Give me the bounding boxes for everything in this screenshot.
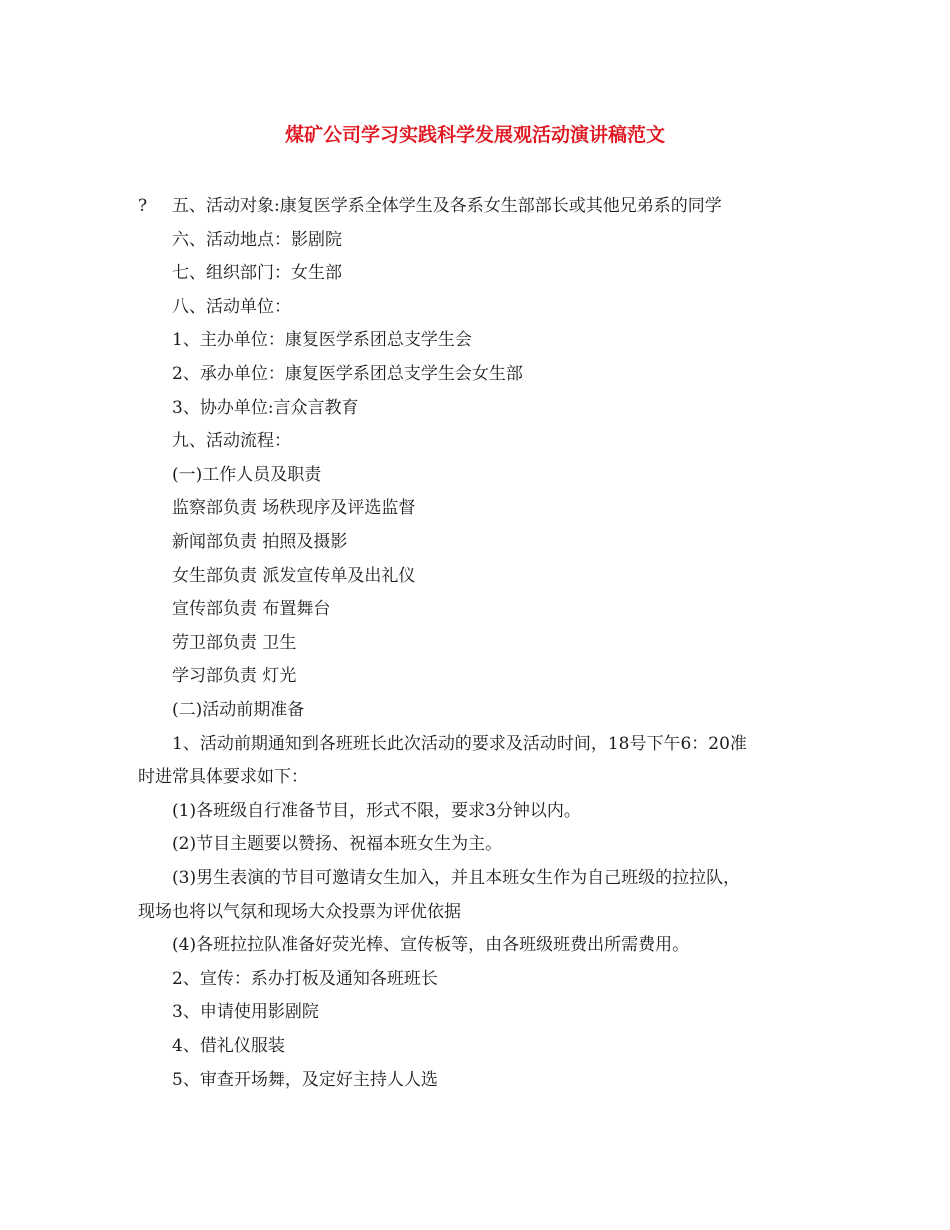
body-line: 八、活动单位：: [172, 296, 291, 317]
body-line: (4)各班拉拉队准备好荧光棒、宣传板等，由各班级班费出所需费用。: [172, 935, 690, 956]
body-line: 1、活动前期通知到各班班长此次活动的要求及活动时间，18号下午6：20准: [172, 733, 747, 754]
body-line: (1)各班级自行准备节目，形式不限，要求3分钟以内。: [172, 800, 581, 821]
list-marker: ?: [138, 196, 148, 216]
body-line: 劳卫部负责 卫生: [172, 632, 297, 653]
body-line: 新闻部负责 拍照及摄影: [172, 532, 348, 552]
body-line: 女生部负责 派发宣传单及出礼仪: [172, 565, 416, 586]
document-title: 煤矿公司学习实践科学发展观活动演讲稿范文: [284, 124, 665, 146]
body-line: 监察部负责 场秩现序及评选监督: [172, 498, 416, 519]
body-line: 五、活动对象:康复医学系全体学生及各系女生部部长或其他兄弟系的同学: [172, 196, 722, 216]
body-line: 七、组织部门：女生部: [172, 263, 342, 284]
body-line: (2)节目主题要以赞扬、祝福本班女生为主。: [172, 834, 503, 855]
body-line: 3、申请使用影剧院: [172, 1002, 319, 1023]
body-line: 现场也将以气氛和现场大众投票为评优依据: [138, 901, 461, 922]
body-line: 宣传部负责 布置舞台: [172, 599, 331, 620]
body-line: 九、活动流程：: [172, 431, 291, 452]
body-line: 六、活动地点：影剧院: [172, 229, 342, 250]
body-line: 学习部负责 灯光: [172, 666, 297, 687]
body-line: 4、借礼仪服装: [172, 1036, 285, 1056]
body-line: (3)男生表演的节目可邀请女生加入，并且本班女生作为自己班级的拉拉队，: [172, 868, 741, 888]
body-line: 时进常具体要求如下：: [138, 767, 308, 788]
body-line: 5、审查开场舞，及定好主持人人选: [172, 1069, 438, 1090]
body-line: 3、协办单位:言众言教育: [172, 397, 359, 418]
body-line: (二)活动前期准备: [172, 700, 305, 720]
body-line: 1、主办单位：康复医学系团总支学生会: [172, 330, 472, 351]
body-line: 2、宣传：系办打板及通知各班班长: [172, 968, 438, 989]
body-line: (一)工作人员及职责: [172, 464, 322, 485]
body-line: 2、承办单位：康复医学系团总支学生会女生部: [172, 364, 523, 384]
